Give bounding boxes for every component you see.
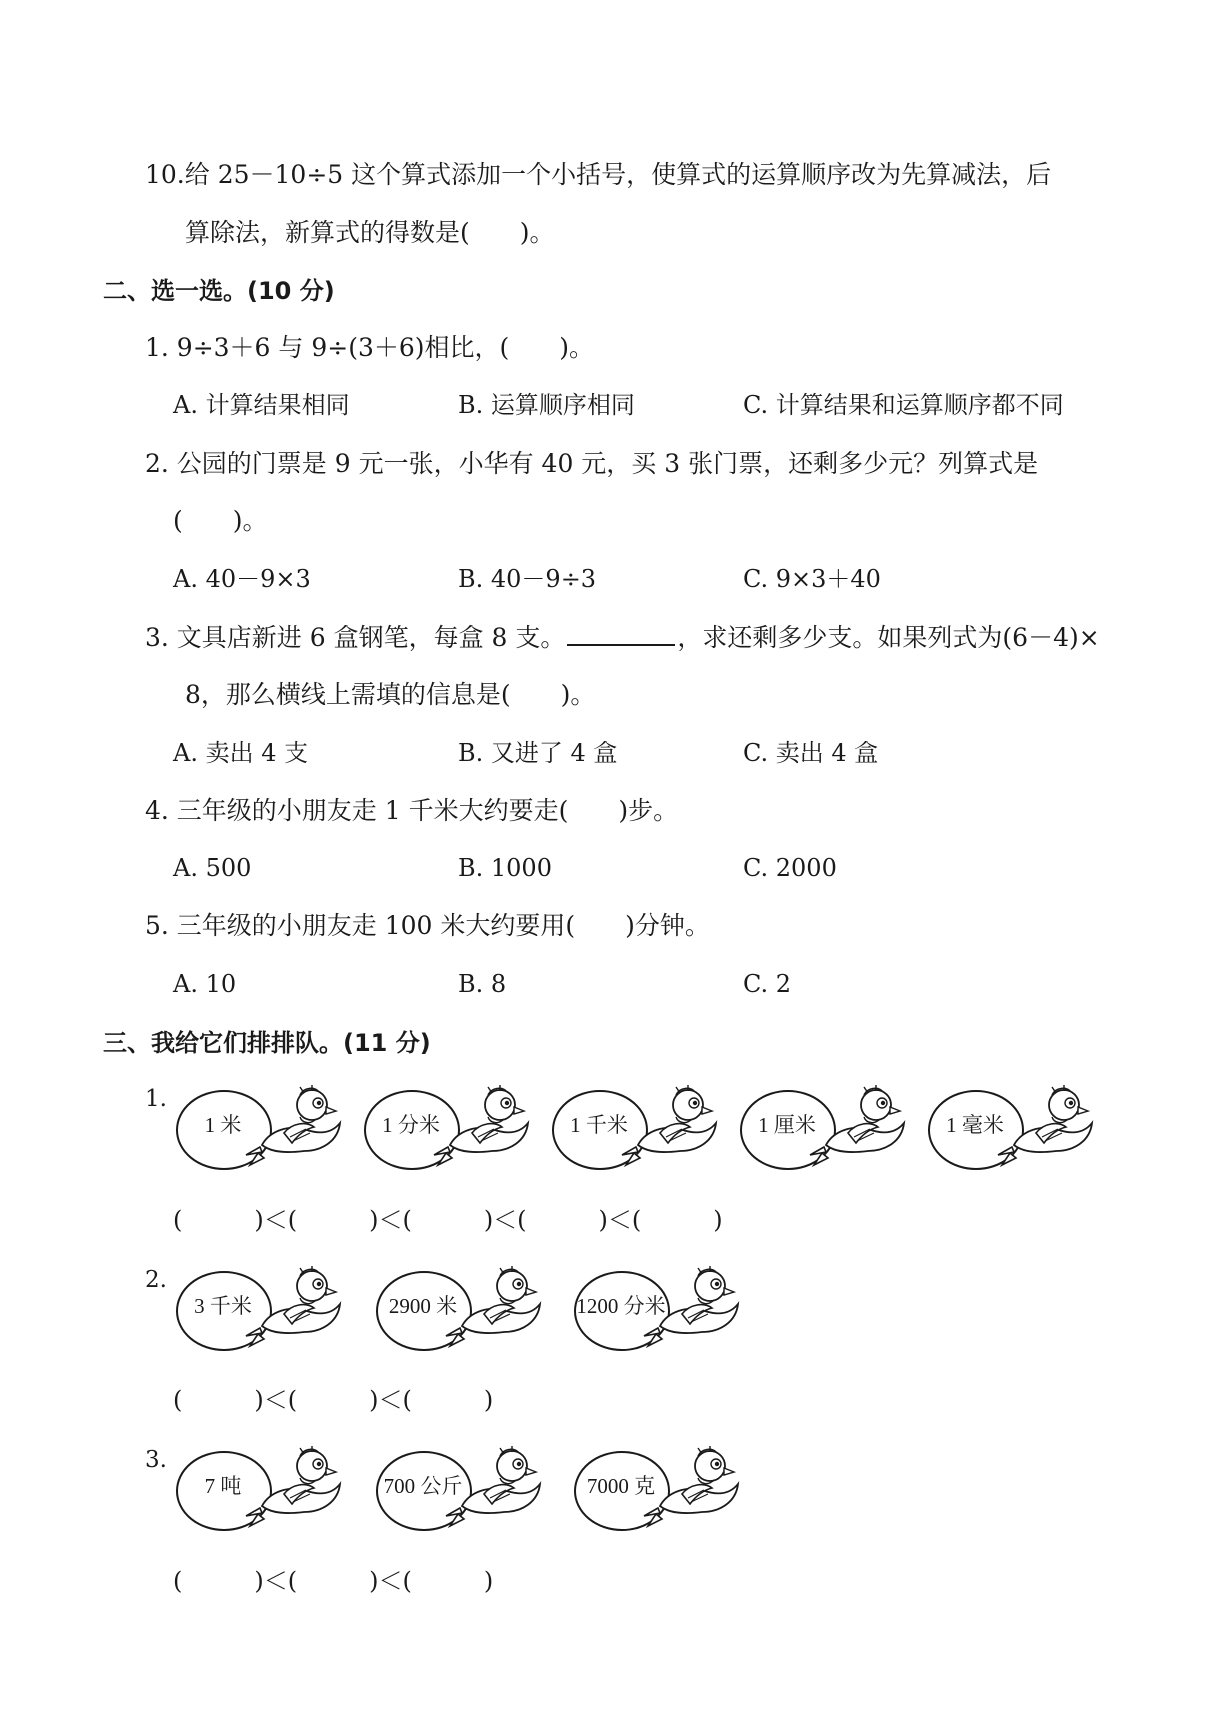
q10-line2: 算除法，新算式的得数是( )。: [185, 218, 555, 247]
s3-g3-item-2: 700 公斤: [383, 1474, 463, 1498]
s2-q5-text: 5. 三年级的小朋友走 100 米大约要用( )分钟。: [145, 911, 710, 940]
s2-q4-option-c: C. 2000: [743, 854, 837, 882]
s3-g2-item-1: 3 千米: [194, 1294, 252, 1318]
s3-group1-number: 1.: [145, 1086, 167, 1112]
s3-g1-bubble-3: [548, 1085, 718, 1175]
s3-g3-answer-row: ( )＜( )＜( ): [173, 1567, 494, 1595]
s2-q1-option-a: A. 计算结果相同: [173, 391, 350, 419]
s2-q2-text2: ( )。: [173, 506, 268, 535]
s2-q1-text: 1. 9÷3＋6 与 9÷(3＋6)相比，( )。: [145, 333, 595, 362]
s3-g1-item-5: 1 毫米: [946, 1113, 1004, 1137]
s2-q3-text-a: 3. 文具店新进 6 盒钢笔，每盒 8 支。: [145, 623, 566, 652]
s3-g1-bubble-5: [924, 1085, 1094, 1175]
s3-group3-number: 3.: [145, 1447, 167, 1473]
s2-q2-option-c: C. 9×3＋40: [743, 565, 881, 593]
s2-q2-text: 2. 公园的门票是 9 元一张，小华有 40 元，买 3 张门票，还剩多少元？列算式是: [145, 449, 1039, 478]
s2-q5-option-a: A. 10: [173, 970, 237, 998]
q10-line1: 10.给 25－10÷5 这个算式添加一个小括号，使算式的运算顺序改为先算减法，后: [145, 160, 1052, 189]
s2-q3-text-b: ，求还剩多少支。如果列式为(6－4)×: [677, 623, 1100, 652]
s3-g1-bubble-4: [736, 1085, 906, 1175]
s3-g2-answer-row: ( )＜( )＜( ): [173, 1386, 494, 1414]
s3-g3-item-3: 7000 克: [586, 1474, 656, 1498]
s3-g1-item-4: 1 厘米: [758, 1113, 816, 1137]
section2-title: 二、选一选。(10 分): [103, 277, 335, 305]
s3-g2-item-2: 2900 米: [388, 1294, 458, 1318]
s2-q4-option-a: A. 500: [173, 854, 252, 882]
s2-q3-text: [145, 622, 1100, 653]
section3-title: 三、我给它们排排队。(11 分): [103, 1029, 431, 1057]
s3-group2-number: 2.: [145, 1267, 167, 1293]
s3-g2-item-3: 1200 分米: [576, 1294, 666, 1318]
s2-q5-option-b: B. 8: [458, 970, 507, 998]
s3-g1-bubble-1: [172, 1085, 342, 1175]
s3-g3-bubble-1: [172, 1446, 342, 1536]
s3-g2-bubble-2: [372, 1266, 542, 1356]
s3-g1-item-3: 1 千米: [570, 1113, 628, 1137]
s2-q1-option-c: C. 计算结果和运算顺序都不同: [743, 391, 1064, 419]
s2-q3-option-b: B. 又进了 4 盒: [458, 739, 618, 767]
s2-q3-option-a: A. 卖出 4 支: [173, 739, 309, 767]
s3-g1-answer-row: ( )＜( )＜( )＜( )＜( ): [173, 1206, 723, 1234]
s2-q4-option-b: B. 1000: [458, 854, 552, 882]
s3-g2-bubble-1: [172, 1266, 342, 1356]
s3-g2-bubble-3: [570, 1266, 740, 1356]
s2-q5-option-c: C. 2: [743, 970, 792, 998]
s2-q2-option-b: B. 40－9÷3: [458, 565, 597, 593]
s2-q3-text2: 8，那么横线上需填的信息是( )。: [185, 680, 596, 709]
s3-g1-bubble-2: [360, 1085, 530, 1175]
s3-g3-item-1: 7 吨: [204, 1474, 242, 1498]
s2-q1-option-b: B. 运算顺序相同: [458, 391, 635, 419]
s2-q3-blank-line: [567, 622, 675, 646]
s2-q2-option-a: A. 40－9×3: [173, 565, 311, 593]
s3-g3-bubble-2: [372, 1446, 542, 1536]
s2-q3-option-c: C. 卖出 4 盒: [743, 739, 879, 767]
s3-g1-item-1: 1 米: [204, 1113, 242, 1137]
s3-g3-bubble-3: [570, 1446, 740, 1536]
s2-q4-text: 4. 三年级的小朋友走 1 千米大约要走( )步。: [145, 796, 679, 825]
s3-g1-item-2: 1 分米: [382, 1113, 440, 1137]
